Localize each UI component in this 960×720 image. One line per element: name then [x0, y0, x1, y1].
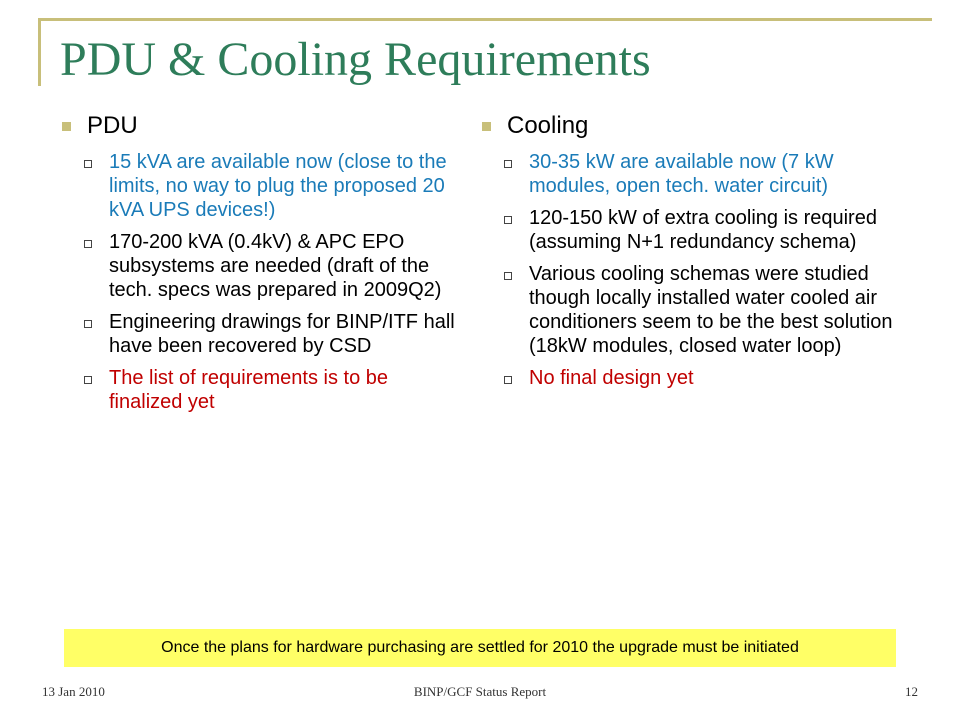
pdu-item-requirements [84, 366, 455, 414]
pdu-item-text: The list of requirements is to be finalized yet [109, 367, 389, 413]
cooling-item-extra [504, 206, 900, 254]
pdu-column [60, 112, 455, 422]
cooling-item-text: Various cooling schemas were studied though locally installed water cooled air conditioners seem to be the best solution (18kW modules, closed water loop) [529, 263, 893, 357]
box-bullet-icon [84, 320, 92, 328]
pdu-item-available [84, 150, 455, 222]
cooling-item-text: 120-150 kW of extra cooling is required (assuming N+1 redundancy schema) [529, 207, 877, 253]
pdu-item-needed [84, 230, 455, 302]
footer-title: BINP/GCF Status Report [413, 684, 547, 699]
cooling-item-text: 30-35 kW are available now (7 kW modules, open tech. water circuit) [529, 151, 834, 197]
slide-title: PDU & Cooling Requirements [60, 33, 651, 86]
frame-horizontal-line [38, 18, 932, 21]
box-bullet-icon [504, 272, 512, 280]
box-bullet-icon [84, 160, 92, 168]
conclusion-banner [64, 629, 896, 667]
box-bullet-icon [504, 216, 512, 224]
page-number: 12 [905, 684, 918, 699]
footer-date: 13 Jan 2010 [42, 684, 105, 699]
box-bullet-icon [504, 160, 512, 168]
cooling-heading-label: Cooling [507, 112, 589, 139]
pdu-item-text: 170-200 kVA (0.4kV) & APC EPO subsystems are needed (draft of the tech. specs was prepared in 2009Q2) [109, 231, 442, 301]
cooling-column [480, 112, 900, 398]
cooling-item-design [504, 366, 900, 390]
pdu-item-text: 15 kVA are available now (close to the limits, no way to plug the proposed 20 kVA UPS devices!) [109, 151, 447, 221]
square-bullet-icon [482, 122, 491, 131]
square-bullet-icon [62, 122, 71, 131]
pdu-item-text: Engineering drawings for BINP/ITF hall have been recovered by CSD [109, 311, 455, 357]
conclusion-text: Once the plans for hardware purchasing are settled for 2010 the upgrade must be initiated [161, 639, 799, 656]
cooling-item-schemas [504, 262, 900, 358]
box-bullet-icon [84, 240, 92, 248]
cooling-item-text: No final design yet [529, 367, 694, 389]
box-bullet-icon [84, 376, 92, 384]
cooling-heading [480, 112, 900, 140]
frame-vertical-line [38, 18, 41, 86]
cooling-item-available [504, 150, 900, 198]
pdu-heading-label: PDU [87, 112, 138, 139]
box-bullet-icon [504, 376, 512, 384]
pdu-item-drawings [84, 310, 455, 358]
pdu-heading [60, 112, 455, 140]
